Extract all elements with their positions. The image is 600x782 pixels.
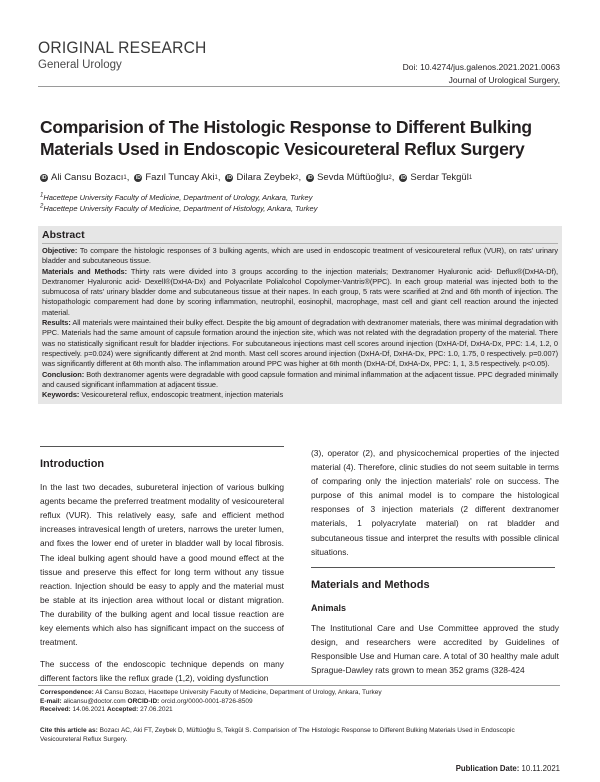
section-rule	[311, 567, 555, 568]
author-name: Dilara Zeybek	[236, 172, 296, 183]
author-name: Sevda Müftüoğlu	[317, 172, 389, 183]
correspondence: Correspondence: Ali Cansu Bozacı, Hacettepe University Faculty of Medicine, Department of Urology, Ankara, Turkey	[40, 689, 382, 696]
orcid-icon[interactable]: iD	[226, 174, 232, 181]
animals-subheading: Animals	[311, 602, 347, 613]
citation: Cite this article as: Bozacı AC, Aki FT, Zeybek D, Müftüoğlu S, Tekgül S. Comparision of The Histologic Response to Different Bulking Materials Used in Endoscopic Vesicoureteral Reflux Surgery.	[40, 727, 515, 743]
methods-heading: Materials and Methods	[311, 578, 430, 591]
author[interactable]: iD Serdar Tekgül 1	[400, 172, 473, 183]
orcid-icon[interactable]: iD	[135, 174, 141, 181]
abstract-heading: Abstract	[42, 229, 558, 244]
header-left	[38, 38, 221, 71]
abstract-objective: Objective: To compare the histologic responses of 3 bulking agents, which are used in endoscopic treatment of vesicoureteral reflux (VUR), on rats' urinary bladder and subcutaneous tissue.	[42, 246, 559, 266]
author-list	[40, 172, 477, 183]
abstract-methods: Materials and Methods: Thirty rats were divided into 3 groups according to the injection materials; Dextranomer Hyaluronic acid- Deflux®(DxHA-Df), Dextranomer Hyaluronic acid- Dexell®(DxHA-Dx) and Polyacrilate Polialcohol Copolymer-Vantris®(PPC). In each group material was injected both to the submucosa of rats' urinary bladder dome and subcutaneous tissue at their napes. In each group, 5 rats were scarified at 2nd and 6th month of injection. The histopathologic comparement had done by scoring inflammation, neutrophil, eosinophil, macrophage, mast cell and giant cell reaction around the injected material.	[42, 266, 558, 317]
introduction-heading: Introduction	[40, 458, 105, 470]
doi-link[interactable]: Doi: 10.4274/jus.galenos.2021.2021.0063	[402, 62, 560, 72]
author[interactable]: iD Fazıl Tuncay Aki 1 ,	[135, 172, 221, 183]
right-column	[311, 446, 559, 685]
author[interactable]: iD Ali Cansu Bozacı 1 ,	[41, 172, 130, 183]
author[interactable]: iD Dilara Zeybek 2 ,	[226, 172, 302, 183]
header-divider	[38, 86, 560, 87]
contact-line: E-mail: alicansu@doctor.com ORCID-ID: orcid.org/0000-0001-8726-8509	[40, 697, 253, 705]
footer-info	[40, 689, 560, 715]
author-name: Serdar Tekgül	[410, 172, 469, 183]
footer-divider	[38, 685, 560, 686]
orcid-link[interactable]: orcid.org/0000-0001-8726-8509	[161, 697, 253, 705]
intro-continued-paragraph: (3), operator (2), and physicochemical properties of the injected material (4). Therefore, clinic studies do not seem suitable in terms of comparing only the injection materials' role on success. The purpose of this animal model is to compare the histological responses of 3 injection materials (2 different dextranomer materials, 1 polyacrylate material) on rat bladder and subcutaneous tissue and interpret the results with possible clinical situations.	[311, 448, 559, 557]
abstract-box	[38, 226, 562, 404]
section-rule	[40, 446, 284, 447]
orcid-icon[interactable]: iD	[41, 174, 47, 181]
abstract-conclusion: Conclusion: Both dextranomer agents were degradable with good capsule formation and minimal inflammation at the adjacent tissue. PPC degraded minimally and caused significant inflammation at adjacent tissue.	[42, 369, 558, 389]
journal-name: Journal of Urological Surgery,	[448, 75, 560, 85]
intro-paragraph: In the last two decades, subureteral injection of various bulking agents became the preferred treatment modality of vesicoureteral reflux (VUR). This relatively easy, safe and efficient method increases intravesical length of ureters, narrows the ureter lumen, and fixes the lower end of ureter in bladder wall by local fibrosis. The ideal bulking agent should have a good mound effect at the tissue and preserve this effect for long term without any tissue reaction. Injection should be easy to apply and the material must be stable at its injection area without local or distant migration. The durability of the bulking agent and local tissue reaction are key elements which also has significant impact on the success of treatment.	[40, 482, 284, 648]
author-name: Ali Cansu Bozacı	[51, 172, 124, 183]
intro-paragraph: The success of the endoscopic technique depends on many different factors like the reflux grade (1,2), voiding dysfunction	[40, 659, 284, 684]
abstract-keywords: Keywords: Vesicoureteral reflux, endoscopic treatment, injection materials	[42, 390, 284, 400]
header-right	[403, 61, 560, 87]
subject-category: General Urology	[38, 59, 122, 71]
affiliation: $^2$Hacettepe University Faculty of Medicine, Department of Histology, Ankara, Turkey	[40, 203, 318, 213]
article-title: Comparision of The Histologic Response to Different Bulking Materials Used in Endoscopic Vesicoureteral Reflux Surgery	[40, 117, 532, 159]
orcid-icon[interactable]: iD	[307, 174, 313, 181]
affiliations	[40, 192, 317, 214]
email-link[interactable]: alicansu@doctor.com	[63, 697, 126, 705]
author-name: Fazıl Tuncay Aki	[145, 172, 215, 183]
orcid-icon[interactable]: iD	[400, 174, 406, 181]
publication-date: Publication Date: 10.11.2021	[455, 764, 560, 773]
animals-paragraph: The Institutional Care and Use Committee approved the study design, and researchers were accredited by Guidelines of Responsible Use and Human care. A total of 30 healthy male adult Sprague-Dawley rats grown to mean 352 grams (328-424	[311, 622, 559, 676]
section-tag: ORIGINAL RESEARCH	[38, 38, 207, 57]
dates-line: Received: 14.06.2021 Accepted: 27.06.2021	[40, 706, 173, 714]
author[interactable]: iD Sevda Müftüoğlu 2 ,	[307, 172, 395, 183]
affiliation: $^1$Hacettepe University Faculty of Medicine, Department of Urology, Ankara, Turkey	[40, 192, 313, 202]
abstract-results: Results: All materials were maintained their bulky effect. Despite the big amount of degradation with dextranomer materials, there was minimal degradation with PPC. Materials had the same amount of capsule formation around the injection site, which was not related with the degradation property of the material. There was no statistically significant result for bladder injections. For subcutaneous injections mast cell scores around injection (DxHA-Df, DxHA-Dx, PPC: 1.4, 1.2, 0 respectively. p=0.024) were significantly different at 2nd month. Mast cell scores around injection (DxHA-Df, DxHA-Dx, PPC: 1.0, 1.75, 0 respectively. p=0.007) was significantly different at 6th month also. The inflammation around PPC was higher at 6th month (DxHA-Df, DxHA-Dx, PPC: 1, 1, 3.5 respectively. p<0.05).	[42, 318, 558, 369]
left-column	[40, 446, 284, 693]
